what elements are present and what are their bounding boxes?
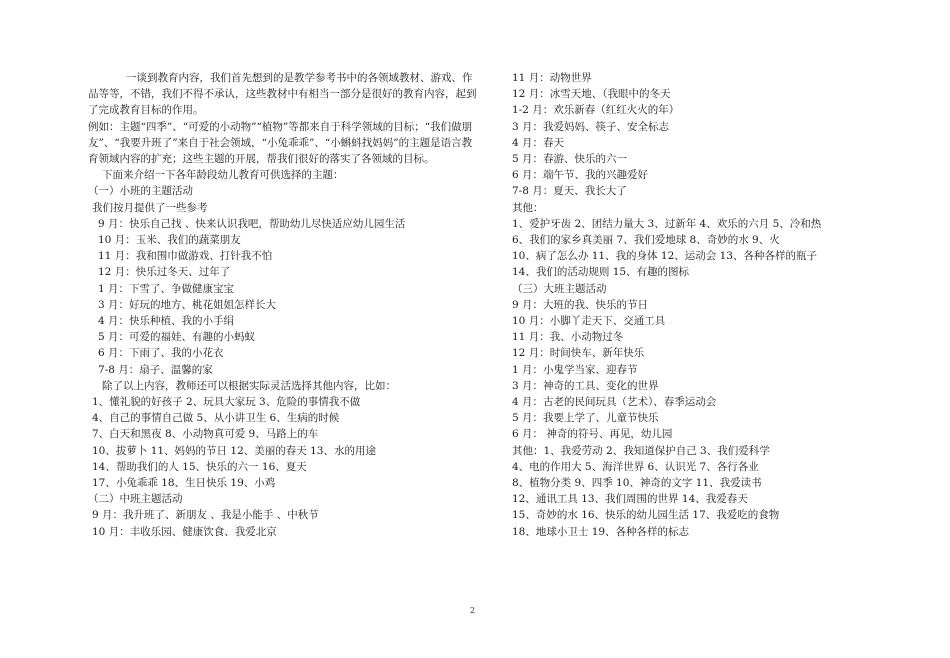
month-line: 10 月：小脚丫走天下、交通工具 xyxy=(512,315,666,328)
month-line: 5 月：可爱的福娃、有趣的小蚂蚁 xyxy=(98,331,256,344)
text-line: 我们按月提供了一些参考 xyxy=(92,201,208,214)
month-line: 10 月：丰收乐园、健康饮食、我爱北京 xyxy=(92,525,277,538)
month-line: 3 月：神奇的工具、变化的世界 xyxy=(512,379,659,392)
topic-line: 10、拔萝卜 11、妈妈的节日 12、美丽的春天 13、水的用途 xyxy=(92,444,376,457)
month-line: 11 月：我、小动物过冬 xyxy=(512,331,624,344)
month-line: 9 月：大班的我、快乐的节日 xyxy=(512,298,649,311)
month-line: 6 月： 神奇的符号、再见，幼儿园 xyxy=(512,428,673,441)
month-line: 3 月：我爱妈妈、筷子、安全标志 xyxy=(512,120,670,133)
month-line: 9 月：我升班了、新朋友 、我是小能手 、中秋节 xyxy=(92,509,319,522)
topic-line: 4、自己的事情自己做 5、从小讲卫生 6、生病的时候 xyxy=(92,412,340,425)
topic-line: 14、我们的活动规则 15、有趣的图标 xyxy=(512,266,690,279)
month-line: 4 月：古老的民间玩具（艺术）、春季运动会 xyxy=(512,396,717,409)
month-line: 5 月：春游、快乐的六一 xyxy=(512,153,628,166)
month-line: 12 月：冰雪天地、（我眼中的冬天 xyxy=(512,88,671,101)
topic-line: 12、通讯工具 13、我们周围的世界 14、我爱春天 xyxy=(512,493,748,506)
topic-line: 1、爱护牙齿 2、团结力量大 3、过新年 4、欢乐的六月 5、冷和热 xyxy=(512,217,822,230)
month-line: 4 月：春天 xyxy=(512,136,565,149)
month-line: 6 月：端午节、我的兴趣爱好 xyxy=(512,169,649,182)
left-column xyxy=(88,70,480,540)
section-heading-large-class: （三）大班主题活动 xyxy=(512,282,607,295)
month-line: 11 月：动物世界 xyxy=(512,72,592,84)
month-line: 6 月：下雨了、我的小花衣 xyxy=(98,347,224,360)
other-heading: 其他： xyxy=(512,201,544,214)
topic-line: 7、白天和黑夜 8、小动物真可爱 9、马路上的车 xyxy=(92,428,319,441)
intro-paragraph: 一谈到教育内容，我们首先想到的是教学参考书中的各领域教材、游戏、作品等等，不错，我们不得不承认，这些教材中有相当一部分是很好的教育内容，起到了完成教育目标的作用。 xyxy=(88,72,477,117)
topic-line: 15、奇妙的水 16、快乐的幼儿园生活 17、我爱吃的食物 xyxy=(512,509,780,522)
page-number: 2 xyxy=(470,606,476,615)
section-heading-small-class: （一）小班的主题活动 xyxy=(88,185,193,198)
topic-line: 17、小兔乖乖 18、生日快乐 19、小鸡 xyxy=(92,477,276,490)
month-line: 5 月：我要上学了、儿童节快乐 xyxy=(512,412,659,425)
month-line: 10 月：玉米、我们的蔬菜朋友 xyxy=(98,234,241,247)
month-line: 7-8 月：扇子、温馨的家 xyxy=(98,363,213,376)
example-paragraph: 例如：主题“四季”、“可爱的小动物”“植物”等都来自于科学领域的目标；“我们做朋友”、“我要升班了”来自于社会领域，“小兔乖乖”、“小蝌蚪找妈妈”的主题是语言教育领域内容的扩充；这些主题的开展，帮我们很好的落实了各领域的目标。 xyxy=(88,120,473,166)
topic-line: 10、病了怎么办 11、我的身体 12、运动会 13、各种各样的瓶子 xyxy=(512,250,817,263)
month-line: 3 月：好玩的地方、桃花姐姐怎样长大 xyxy=(98,298,277,311)
topic-line: 8、植物分类 9、四季 10、神奇的文字 11、我爱读书 xyxy=(512,477,762,490)
month-line: 4 月：快乐种植、我的小手绢 xyxy=(98,315,235,328)
topic-line: 其他：1、我爱劳动 2、我知道保护自己 3、我们爱科学 xyxy=(512,444,770,457)
month-line: 11 月：我和围巾做游戏、打针我不怕 xyxy=(98,250,273,263)
month-line: 1 月：下雪了、争做健康宝宝 xyxy=(98,282,235,295)
month-line: 12 月：时间快车、新年快乐 xyxy=(512,347,645,360)
month-line: 1 月：小鬼学当家、迎春节 xyxy=(512,363,638,376)
month-line: 7-8 月：夏天、我长大了 xyxy=(512,185,627,198)
month-line: 9 月：快乐自己找 、快来认识我吧，帮助幼儿尽快适应幼儿园生活 xyxy=(98,217,406,230)
section-heading-middle-class: （二）中班主题活动 xyxy=(88,493,183,506)
month-line: 1-2 月：欢乐新春（红红火火的年） xyxy=(512,104,680,117)
topic-line: 18、地球小卫士 19、各种各样的标志 xyxy=(512,525,690,538)
text-line: 下面来介绍一下各年龄段幼儿教育可供选择的主题： xyxy=(102,169,344,182)
topic-line: 1、懂礼貌的好孩子 2、玩具大家玩 3、危险的事情我不做 xyxy=(92,396,361,409)
text-line: 除了以上内容，教师还可以根据实际灵活选择其他内容，比如： xyxy=(102,379,396,392)
month-line: 12 月：快乐过冬天、过年了 xyxy=(98,266,231,279)
right-column xyxy=(512,70,822,540)
topic-line: 14、帮助我们的人 15、快乐的六一 16、夏天 xyxy=(92,460,307,473)
topic-line: 6、我们的家乡真美丽 7、我们爱地球 8、奇妙的水 9、火 xyxy=(512,234,780,247)
topic-line: 4、电的作用大 5、海洋世界 6、认识光 7、各行各业 xyxy=(512,460,759,473)
